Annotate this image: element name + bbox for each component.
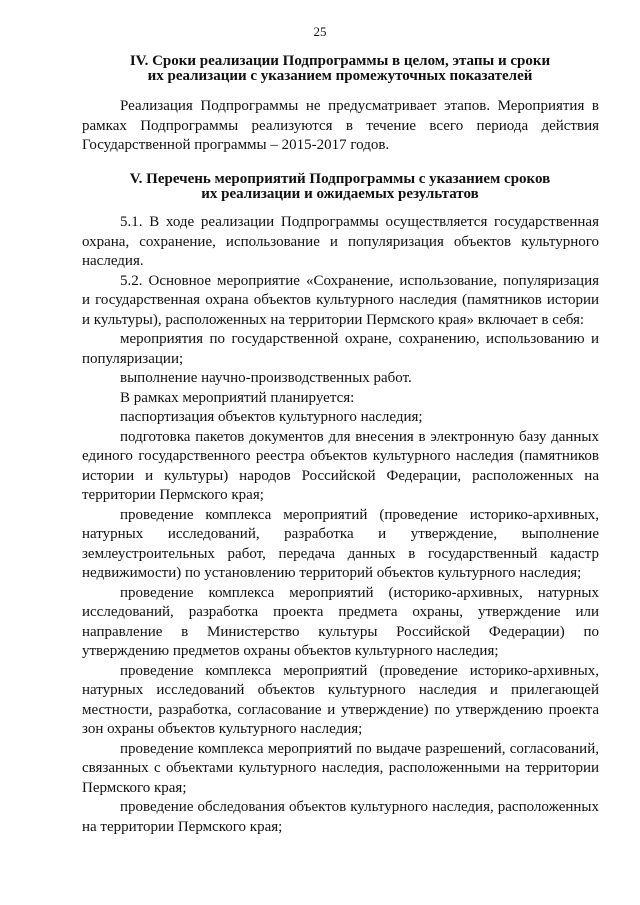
- list-item: проведение обследования объектов культурного наследия, расположенных на территории Пермского края;: [82, 799, 599, 835]
- section-iv-body: [82, 97, 599, 156]
- section-v-heading: [80, 172, 600, 202]
- list-item: паспортизация объектов культурного наследия;: [120, 409, 423, 425]
- list-item: мероприятия по государственной охране, сохранению, использованию и популяризации;: [82, 331, 599, 367]
- list-item: выполнение научно-производственных работ.: [120, 370, 412, 386]
- section-iv-heading: [80, 54, 600, 84]
- section-iv-paragraph: Реализация Подпрограммы не предусматривает этапов. Мероприятия в рамках Подпрограммы реализуются в течение всего периода действия Государственной программы – 2015-2017 годов.: [82, 98, 599, 153]
- section-v-heading-line2: их реализации и ожидаемых результатов: [201, 186, 479, 202]
- list-item: проведение комплекса мероприятий (историко-архивных, натурных исследований, разработка проекта предмета охраны, утверждение или направление в Министерство культуры Российской Федерации) по утверждению предметов охраны объектов культурного наследия;: [82, 584, 599, 659]
- list-intro: В рамках мероприятий планируется:: [120, 389, 355, 406]
- section-iv-heading-line2: их реализации с указанием промежуточных показателей: [147, 68, 533, 84]
- page-number: 25: [313, 24, 327, 39]
- list-item: подготовка пакетов документов для внесения в электронную базу данных единого государственного реестра объектов культурного наследия (памятников истории и культуры) народов Российской Федерации, расположенных на территории Пермского края;: [82, 428, 599, 503]
- section-iv-heading-line1: IV. Сроки реализации Подпрограммы в целом, этапы и сроки: [129, 53, 551, 69]
- list-item: проведение комплекса мероприятий по выдаче разрешений, согласований, связанных с объектами культурного наследия, расположенными на территории Пермского края;: [82, 740, 599, 796]
- paragraph-5-1: 5.1. В ходе реализации Подпрограммы осуществляется государственная охрана, сохранение, использование и популяризация объектов культурного наследия.: [82, 214, 599, 269]
- list-item: проведение комплекса мероприятий (проведение историко-архивных, натурных исследований, разработка и утверждение, выполнение землеустроительных работ, передача данных в государственный кадастр недвижимости) по установлению территорий объектов культурного наследия;: [82, 506, 599, 581]
- section-v-body: [82, 213, 599, 837]
- paragraph-5-2: 5.2. Основное мероприятие «Сохранение, использование, популяризация и государственная охрана объектов культурного наследия (памятников истории и культуры), расположенных на территории Пермского края» включает в себя:: [82, 272, 599, 328]
- section-v-heading-line1: V. Перечень мероприятий Подпрограммы с указанием сроков: [129, 171, 551, 187]
- list-item: проведение комплекса мероприятий (проведение историко-архивных, натурных исследований объектов культурного наследия и прилегающей местности, разработка, согласование и утверждение) по утверждению проекта зон охраны объектов культурного наследия;: [82, 662, 599, 737]
